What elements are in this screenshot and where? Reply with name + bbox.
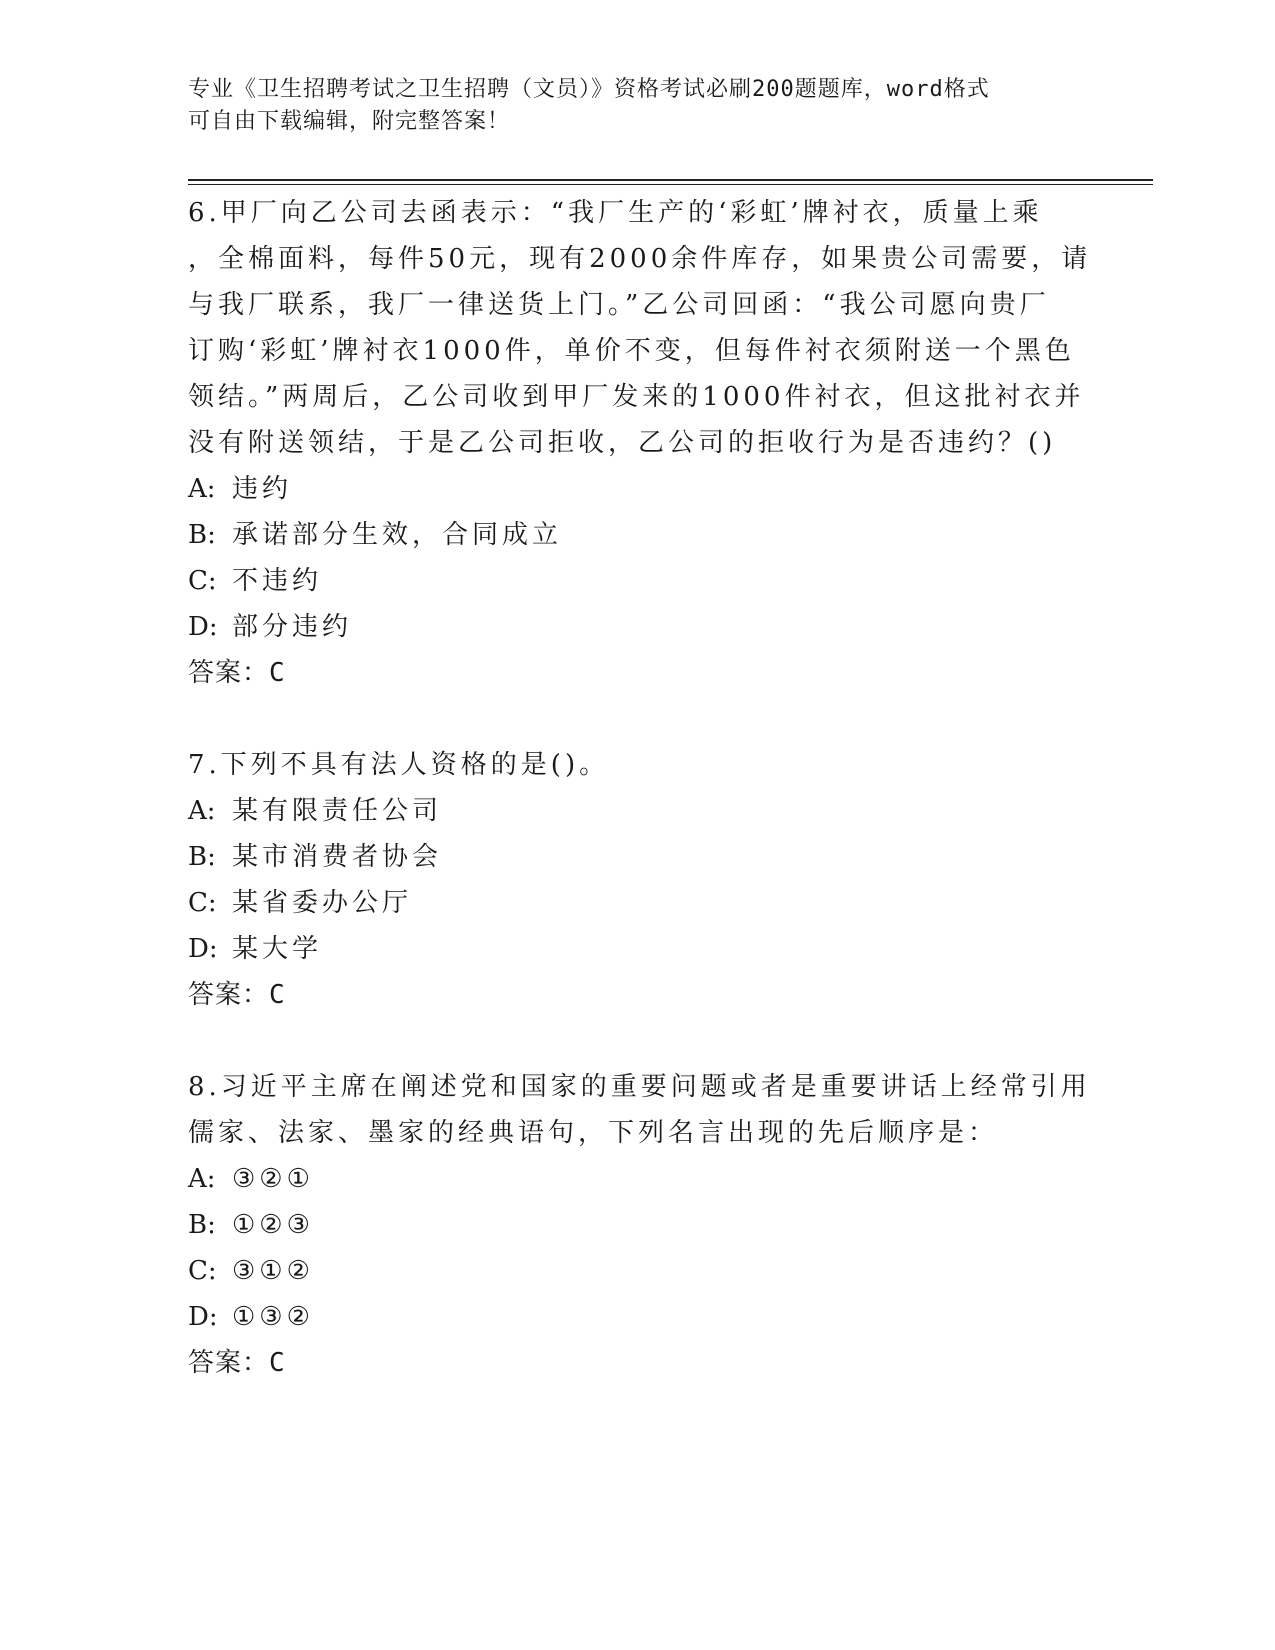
header-line-1: 专业《卫生招聘考试之卫生招聘（文员）》资格考试必刷200题题库，word格式 <box>188 77 990 102</box>
answer-label: 答案： <box>188 658 270 688</box>
option-d <box>188 1294 1088 1340</box>
option-a <box>188 788 1088 834</box>
option-text: ③①② <box>232 1256 314 1286</box>
question-text-line: 订购‘彩虹’牌衬衣1000件，单价不变，但每件衬衣须附送一个黑色 <box>188 336 1075 366</box>
question-text-line: 没有附送领结，于是乙公司拒收，乙公司的拒收行为是否违约？() <box>188 428 1057 458</box>
option-text: 某大学 <box>232 934 323 964</box>
option-letter: A: <box>188 1164 216 1194</box>
option-c <box>188 1248 1088 1294</box>
option-b <box>188 1202 1088 1248</box>
option-letter: A: <box>188 474 216 504</box>
option-b <box>188 512 1088 558</box>
answer-value: C <box>269 658 286 688</box>
option-c <box>188 880 1088 926</box>
option-d <box>188 926 1088 972</box>
option-text: ①③② <box>232 1302 314 1332</box>
option-text: 承诺部分生效，合同成立 <box>232 520 563 550</box>
option-text: 违约 <box>232 474 293 504</box>
option-letter: C: <box>188 1256 217 1286</box>
question-text-line: 8.习近平主席在阐述党和国家的重要问题或者是重要讲话上经常引用 <box>188 1072 1091 1102</box>
option-letter: A: <box>188 796 216 826</box>
document-header <box>188 74 1068 138</box>
option-c <box>188 558 1088 604</box>
option-b <box>188 834 1088 880</box>
question-text-line: ，全棉面料，每件50元，现有2000余件库存，如果贵公司需要，请 <box>188 244 1092 274</box>
option-text: ③②① <box>232 1164 314 1194</box>
option-text: ①②③ <box>232 1210 314 1240</box>
option-a <box>188 1156 1088 1202</box>
question-7 <box>188 742 1088 1018</box>
question-text-line: 儒家、法家、墨家的经典语句，下列名言出现的先后顺序是： <box>188 1118 999 1148</box>
option-letter: B: <box>188 520 216 550</box>
header-line-2: 可自由下载编辑，附完整答案！ <box>188 109 511 134</box>
header-divider-thick <box>188 179 1153 181</box>
option-letter: B: <box>188 842 216 872</box>
answer-value: C <box>269 1348 286 1378</box>
question-6 <box>188 190 1092 696</box>
question-8 <box>188 1064 1091 1386</box>
answer-line <box>188 650 1088 696</box>
option-text: 某省委办公厅 <box>232 888 413 918</box>
answer-label: 答案： <box>188 1348 270 1378</box>
option-letter: C: <box>188 566 217 596</box>
answer-line <box>188 1340 1088 1386</box>
option-letter: D: <box>188 934 218 964</box>
option-text: 某有限责任公司 <box>232 796 443 826</box>
answer-line <box>188 972 1088 1018</box>
option-d <box>188 604 1088 650</box>
option-letter: B: <box>188 1210 216 1240</box>
header-divider-thin <box>188 184 1153 185</box>
question-text-line: 6.甲厂向乙公司去函表示：“我厂生产的‘彩虹’牌衬衣，质量上乘 <box>188 198 1043 228</box>
question-list <box>188 190 1092 1432</box>
answer-label: 答案： <box>188 980 270 1010</box>
option-text: 部分违约 <box>232 612 353 642</box>
option-text: 不违约 <box>232 566 323 596</box>
option-a <box>188 466 1088 512</box>
option-letter: D: <box>188 612 218 642</box>
option-text: 某市消费者协会 <box>232 842 443 872</box>
option-letter: C: <box>188 888 217 918</box>
answer-value: C <box>269 980 286 1010</box>
question-text-line: 7.下列不具有法人资格的是()。 <box>188 750 610 780</box>
question-text-line: 领结。”两周后，乙公司收到甲厂发来的1000件衬衣，但这批衬衣并 <box>188 382 1085 412</box>
option-letter: D: <box>188 1302 218 1332</box>
question-text-line: 与我厂联系，我厂一律送货上门。”乙公司回函：“我公司愿向贵厂 <box>188 290 1050 320</box>
